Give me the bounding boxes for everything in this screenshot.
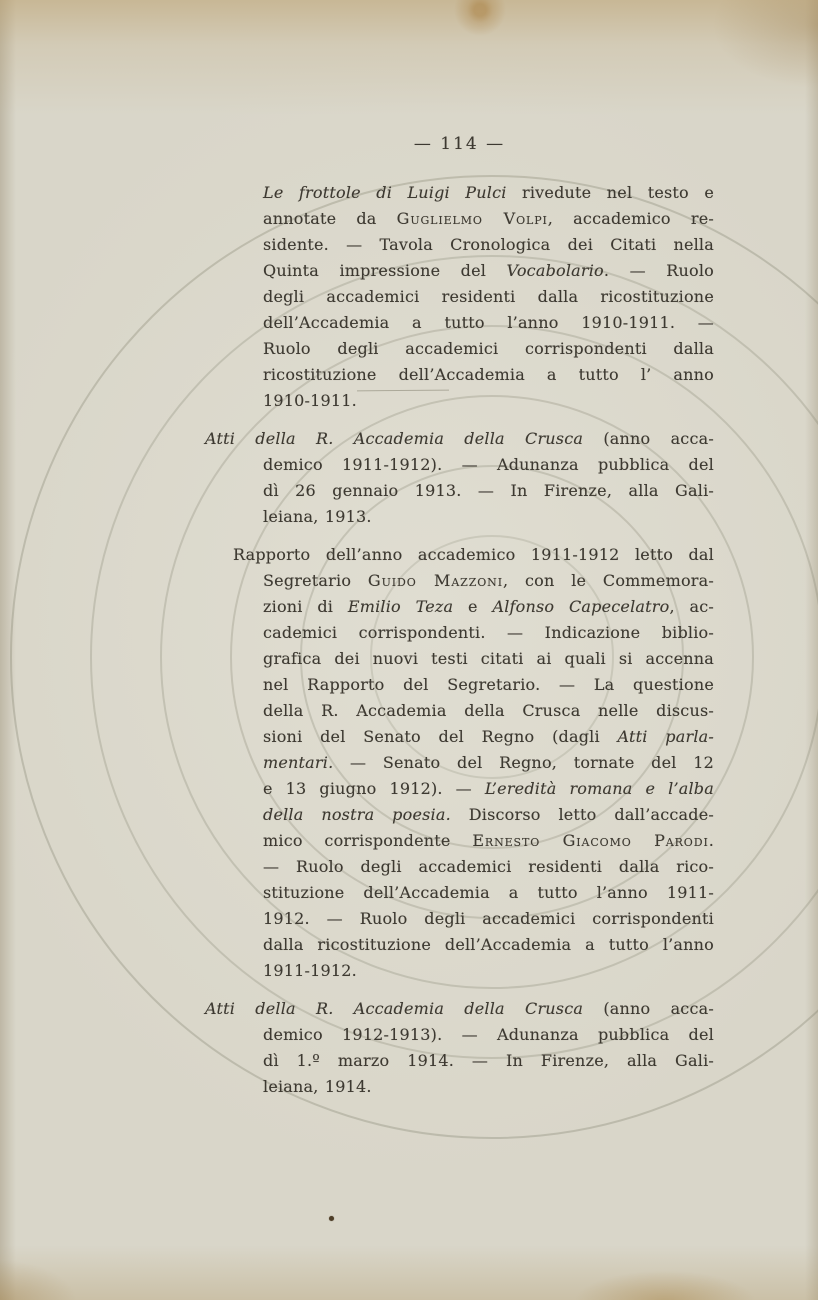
text-line xyxy=(263,388,714,414)
text-line xyxy=(263,594,714,620)
italic-text: Vocabolario xyxy=(506,261,604,280)
body-text: 1912. — Ruolo degli accademici corrispondenti xyxy=(263,909,714,928)
body-text: 1911-1912. xyxy=(263,961,357,980)
body-text: leiana, 1914. xyxy=(263,1077,372,1096)
body-text: . — Ruolo xyxy=(603,261,714,280)
text-line xyxy=(263,336,714,362)
body-text: (anno acca- xyxy=(583,429,714,448)
text-line xyxy=(263,776,714,802)
body-text: annotate da xyxy=(263,209,397,228)
text-line xyxy=(263,206,714,232)
text-line xyxy=(263,478,714,504)
text-line xyxy=(233,542,714,568)
text-line xyxy=(263,802,714,828)
page-number: — 114 — xyxy=(413,134,506,154)
body-text: e xyxy=(453,597,493,616)
body-text: , con le Commemora- xyxy=(502,571,714,590)
text-line xyxy=(263,284,714,310)
body-text: stituzione dell’Accademia a tutto l’anno 1911- xyxy=(263,883,714,902)
text-line xyxy=(263,232,714,258)
paragraph xyxy=(205,996,714,1100)
text-line xyxy=(263,1022,714,1048)
italic-text: Alfonso Capecelatro xyxy=(492,597,670,616)
italic-text: Le frottole di Luigi Pulci xyxy=(263,183,507,202)
text-line xyxy=(263,750,714,776)
body-text: dì 1.º marzo 1914. — In Firenze, alla Gali- xyxy=(263,1051,714,1070)
ink-spot xyxy=(329,1216,334,1221)
body-text: Segretario xyxy=(263,571,368,590)
body-text: cademici corrispondenti. — Indicazione biblio- xyxy=(263,623,714,642)
body-text: degli accademici residenti dalla ricostituzione xyxy=(263,287,714,306)
body-text: 1910-1911. xyxy=(263,391,357,410)
text-line xyxy=(263,932,714,958)
body-text: (anno acca- xyxy=(583,999,714,1018)
body-text: zioni di xyxy=(263,597,348,616)
italic-text: L’eredità romana e l’alba xyxy=(484,779,714,798)
smallcaps-name: Ernesto Giacomo Parodi xyxy=(472,831,709,850)
text-line xyxy=(263,906,714,932)
italic-text: della nostra poesia. xyxy=(263,805,451,824)
italic-text: Emilio Teza xyxy=(347,597,454,616)
text-line xyxy=(263,504,714,530)
body-text: grafica dei nuovi testi citati ai quali si accenna xyxy=(263,649,714,668)
body-text: mico corrispondente xyxy=(263,831,473,850)
italic-text: Atti della R. Accademia della Crusca xyxy=(205,999,584,1018)
smallcaps-name: Guido Mazzoni xyxy=(367,571,503,590)
paragraph xyxy=(205,542,714,984)
body-text: della R. Accademia della Crusca nelle discus- xyxy=(263,701,714,720)
text-line xyxy=(263,672,714,698)
text-line xyxy=(263,1074,714,1100)
text-line xyxy=(263,724,714,750)
body-text: sidente. — Tavola Cronologica dei Citati nella xyxy=(263,235,714,254)
body-text: — Ruolo degli accademici residenti dalla rico- xyxy=(263,857,714,876)
italic-text: Atti parla- xyxy=(617,727,714,746)
text-line xyxy=(263,880,714,906)
body-text: leiana, 1913. xyxy=(263,507,372,526)
text-line xyxy=(263,620,714,646)
text-line xyxy=(263,362,714,388)
text-line xyxy=(263,828,714,854)
text-line xyxy=(263,1048,714,1074)
body-text: dell’Accademia a tutto l’anno 1910-1911. — xyxy=(263,313,714,332)
body-text: . xyxy=(708,831,714,850)
body-text: nel Rapporto del Segretario. — La questione xyxy=(263,675,714,694)
body-text: , ac- xyxy=(669,597,714,616)
paragraph xyxy=(205,426,714,530)
paragraph xyxy=(205,180,714,414)
body-text: sioni del Senato del Regno (dagli xyxy=(263,727,618,746)
body-text: demico 1911-1912). — Adunanza pubblica del xyxy=(263,455,714,474)
body-text: demico 1912-1913). — Adunanza pubblica del xyxy=(263,1025,714,1044)
italic-text: mentari. xyxy=(263,753,334,772)
italic-text: Atti della R. Accademia della Crusca xyxy=(205,429,584,448)
text-line xyxy=(205,426,714,452)
text-line xyxy=(263,180,714,206)
body-text: — Senato del Regno, tornate del 12 xyxy=(333,753,714,772)
text-line xyxy=(263,646,714,672)
text-line xyxy=(263,310,714,336)
text-line xyxy=(263,452,714,478)
text-line xyxy=(205,996,714,1022)
body-text: Discorso letto dall’accade- xyxy=(450,805,714,824)
body-text: rivedute nel testo e xyxy=(506,183,714,202)
page-text-block xyxy=(205,180,714,1100)
body-text: dì 26 gennaio 1913. — In Firenze, alla Gali- xyxy=(263,481,714,500)
smallcaps-name: Guglielmo Volpi xyxy=(396,209,548,228)
body-text: e 13 giugno 1912). — xyxy=(263,779,485,798)
text-line xyxy=(263,258,714,284)
text-line xyxy=(263,568,714,594)
body-text: Ruolo degli accademici corrispondenti dalla xyxy=(263,339,714,358)
text-line xyxy=(263,958,714,984)
body-text: dalla ricostituzione dell’Accademia a tutto l’anno xyxy=(263,935,714,954)
body-text: Rapporto dell’anno accademico 1911-1912 letto dal xyxy=(233,545,714,564)
body-text: ricostituzione dell’Accademia a tutto l’ anno xyxy=(263,365,714,384)
body-text: , accademico re- xyxy=(547,209,714,228)
body-text: Quinta impressione del xyxy=(263,261,507,280)
text-line xyxy=(263,854,714,880)
text-line xyxy=(263,698,714,724)
